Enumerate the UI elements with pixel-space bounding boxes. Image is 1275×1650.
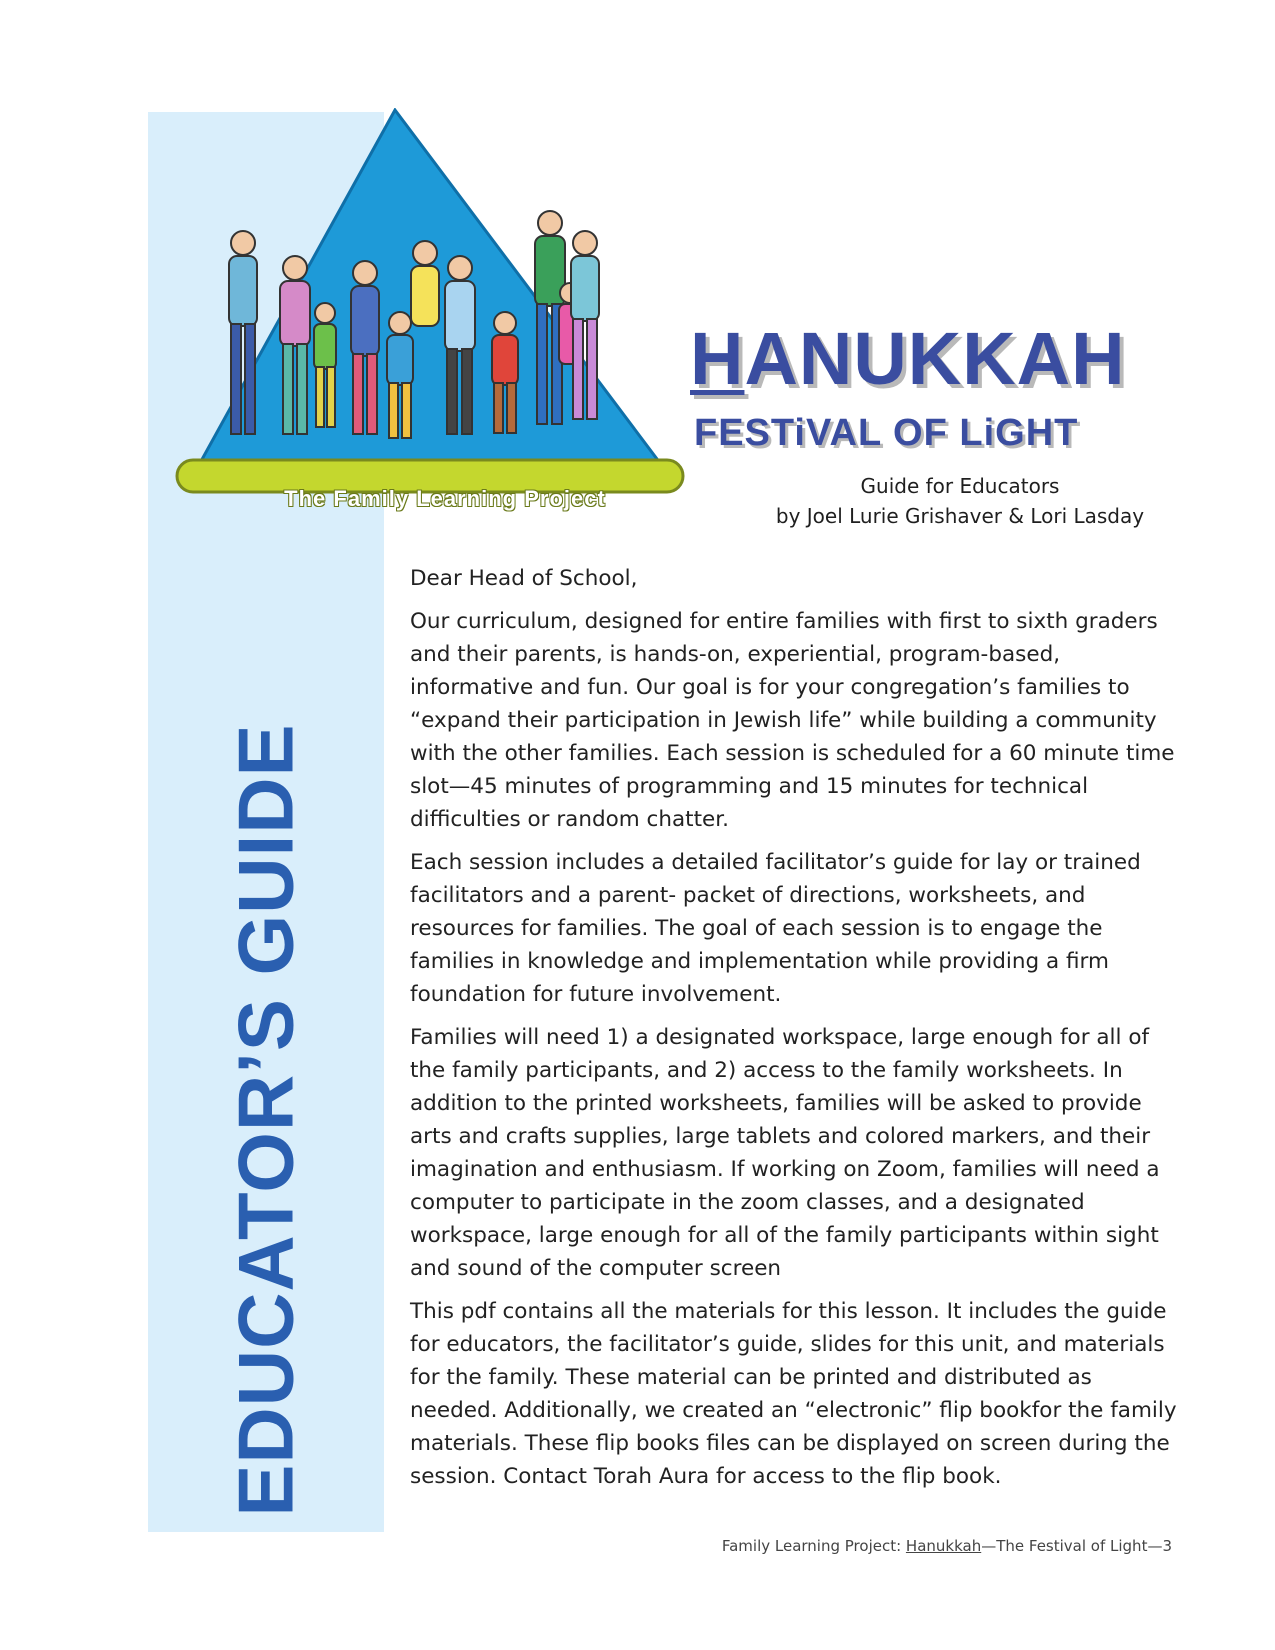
paragraph: Our curriculum, designed for entire families with first to sixth graders and their parents, is hands-on, experiential, program-based, informative and fun. Our goal is for your congregation’s families to “expand their participation in Jewish life” while building a community with the other families. Each session is scheduled for a 60 minute time slot—45 minutes of programming and 15 minutes for technical difficulties or random chatter. xyxy=(410,609,1175,832)
main-title-first-letter: H xyxy=(690,317,745,400)
paragraph: Families will need 1) a designated workspace, large enough for all of the family participants, and 2) access to the family worksheets. In addition to the printed worksheets, families will be asked to provide arts and crafts supplies, large tablets and colored markers, and their imagination and enthusiasm. If working on Zoom, families will need a computer to participate in the zoom classes, and a designated workspace, large enough for all of the family participants within sight and sound of the computer screen xyxy=(410,1025,1160,1281)
main-title-rest: ANUKKAH xyxy=(744,317,1126,400)
authors: by Joel Lurie Grishaver & Lori Lasday xyxy=(775,504,1145,528)
guide-label: Guide for Educators xyxy=(860,474,1060,498)
sub-title: FESTiVAL OF LiGHT xyxy=(694,412,1079,454)
main-title xyxy=(690,316,1126,401)
paragraph: Each session includes a detailed facilitator’s guide for lay or trained facilitators and a parent- packet of directions, worksheets, and resources for families. The goal of each session is to engage the families in knowledge and implementation while providing a firm foundation for future involvement. xyxy=(410,850,1141,1007)
footer-prefix: Family Learning Project: xyxy=(721,1537,906,1555)
salutation: Dear Head of School, xyxy=(410,566,638,591)
footer-suffix: —The Festival of Light—3 xyxy=(981,1537,1172,1555)
family-learning-project-logo xyxy=(175,108,715,523)
letter-body xyxy=(410,562,1180,1503)
paragraph: This pdf contains all the materials for this lesson. It includes the guide for educators, the facilitator’s guide, slides for this unit, and materials for the family. These material can be printed and distributed as needed. Additionally, we created an “electronic” flip bookfor the family materials. These flip books files can be displayed on screen during the session. Contact Torah Aura for access to the flip book. xyxy=(410,1299,1177,1489)
educators-guide-vertical-title: EDUCATOR’S GUIDE xyxy=(221,723,310,1517)
footer-underlined: Hanukkah xyxy=(905,1537,982,1555)
logo-banner-text: The Family Learning Project xyxy=(284,486,606,511)
page-footer xyxy=(722,1537,1172,1555)
